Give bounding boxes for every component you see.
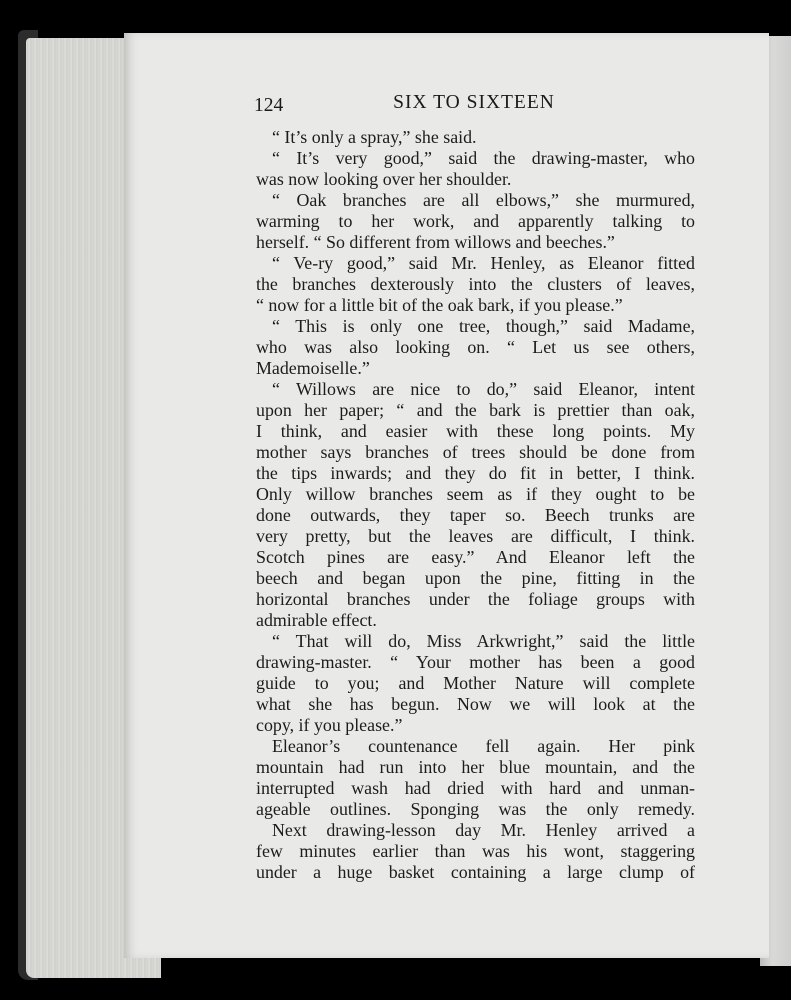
page-number: 124: [254, 95, 284, 116]
text-line: copy, if you please.”: [256, 715, 403, 735]
text-line: interrupted wash had dried with hard and unman-: [256, 778, 695, 798]
text-line: Eleanor’s countenance fell again. Her pink: [272, 736, 695, 756]
text-line: drawing-master. “ Your mother has been a good: [256, 652, 695, 672]
text-line: admirable effect.: [256, 610, 377, 630]
text-line: “ That will do, Miss Arkwright,” said the little: [272, 631, 695, 651]
text-line: who was also looking on. “ Let us see others,: [256, 337, 695, 357]
text-line: Next drawing-lesson day Mr. Henley arrived a: [272, 820, 695, 840]
text-line: Mademoiselle.”: [256, 358, 370, 378]
text-line: mother says branches of trees should be done from: [256, 442, 695, 462]
text-line: warming to her work, and apparently talking to: [256, 211, 695, 231]
text-line: “ It’s only a spray,” she said.: [272, 127, 477, 147]
text-line: “ Ve-ry good,” said Mr. Henley, as Eleanor fitted: [272, 253, 695, 273]
text-line: “ It’s very good,” said the drawing-master, who: [272, 148, 695, 168]
text-line: the branches dexterously into the clusters of leaves,: [256, 274, 695, 294]
text-line: herself. “ So different from willows and beeches.”: [256, 232, 615, 252]
text-line: was now looking over her shoulder.: [256, 169, 512, 189]
text-line: Only willow branches seem as if they ought to be: [256, 484, 695, 504]
text-line: what she has begun. Now we will look at the: [256, 694, 695, 714]
text-line: horizontal branches under the foliage groups with: [256, 589, 695, 609]
text-line: upon her paper; “ and the bark is prettier than oak,: [256, 400, 695, 420]
text-line: few minutes earlier than was his wont, staggering: [256, 841, 695, 861]
text-line: “ Willows are nice to do,” said Eleanor, intent: [272, 379, 695, 399]
text-line: ageable outlines. Sponging was the only remedy.: [256, 799, 695, 819]
text-line: the tips inwards; and they do fit in better, I think.: [256, 463, 695, 483]
text-line: under a huge basket containing a large clump of: [256, 862, 695, 882]
text-line: guide to you; and Mother Nature will complete: [256, 673, 695, 693]
running-title: SIX TO SIXTEEN: [393, 92, 555, 113]
text-line: “ now for a little bit of the oak bark, if you please.”: [256, 295, 623, 315]
running-head: [254, 92, 694, 118]
text-line: I think, and easier with these long points. My: [256, 421, 695, 441]
text-line: “ This is only one tree, though,” said Madame,: [272, 316, 695, 336]
text-line: beech and began upon the pine, fitting in the: [256, 568, 695, 588]
text-line: Scotch pines are easy.” And Eleanor left the: [256, 547, 695, 567]
text-line: “ Oak branches are all elbows,” she murmured,: [272, 190, 695, 210]
text-line: done outwards, they taper so. Beech trunks are: [256, 505, 695, 525]
text-line: very pretty, but the leaves are difficult, I think.: [256, 526, 695, 546]
body-text: [256, 127, 695, 883]
text-line: mountain had run into her blue mountain, and the: [256, 757, 695, 777]
